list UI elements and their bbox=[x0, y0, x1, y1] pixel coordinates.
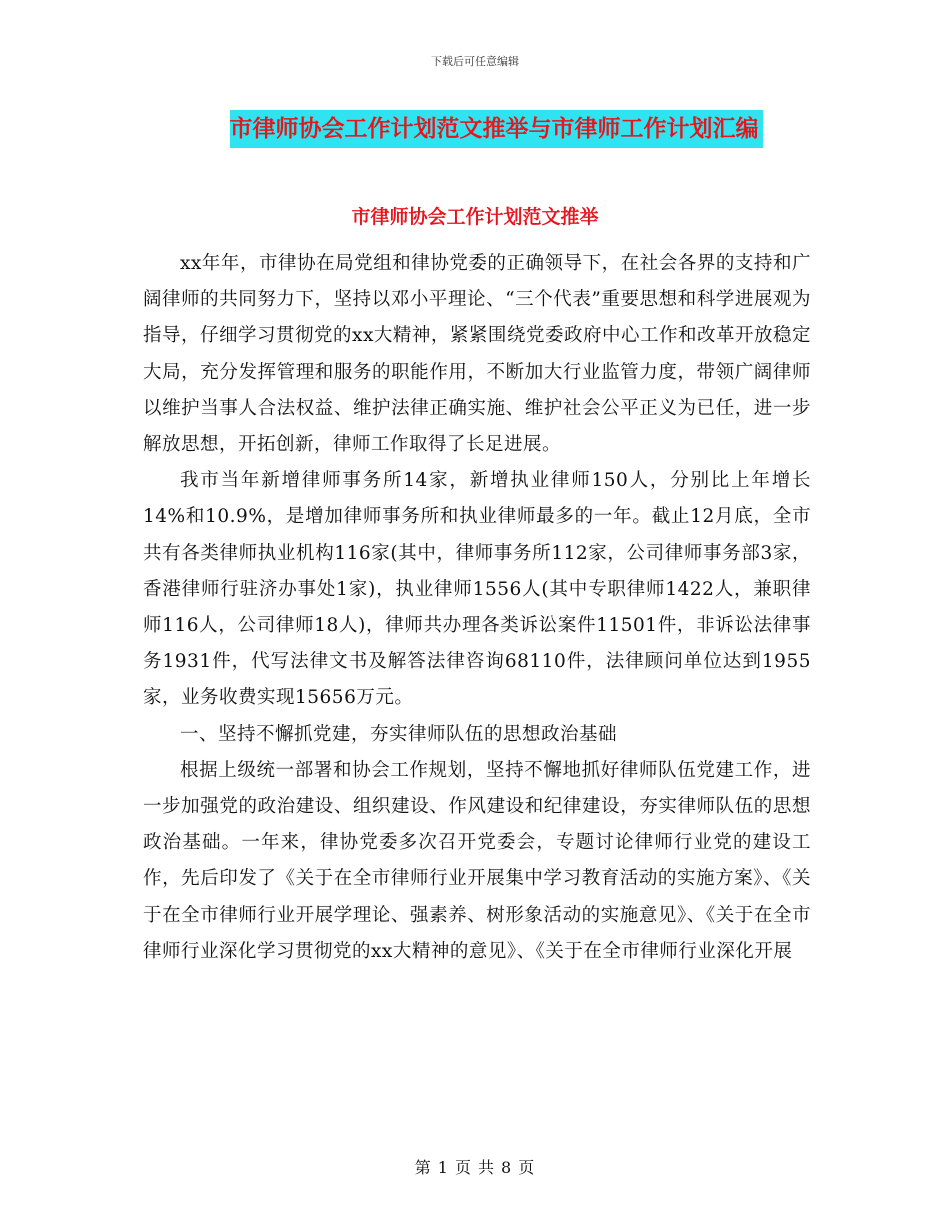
paragraph-party-building: 根据上级统一部署和协会工作规划，坚持不懈地抓好律师队伍党建工作，进一步加强党的政治建设、组织建设、作风建设和纪律建设，夯实律师队伍的思想政治基础。一年来，律协党委多次召开党委会，专题讨论律师行业党的建设工作，先后印发了《关于在全市律师行业开展集中学习教育活动的实施方案》、《关于在全市律师行业开展学理论、强素养、树形象活动的实施意见》、《关于在全市律师行业深化学习贯彻党的xx大精神的意见》、《关于在全市律师行业深化开展 bbox=[143, 759, 811, 962]
body-text bbox=[143, 246, 811, 970]
section-title: 市律师协会工作计划范文推举 bbox=[351, 206, 599, 228]
header-note: 下载后可任意编辑 bbox=[431, 55, 519, 68]
paragraph-heading-party-building: 一、坚持不懈抓党建，夯实律师队伍的思想政治基础 bbox=[180, 723, 618, 745]
footer-total-pages: 8 bbox=[501, 1158, 513, 1177]
footer-label-total: 共 bbox=[478, 1158, 496, 1177]
footer-label-page: 第 bbox=[414, 1158, 432, 1177]
footer-current-page: 1 bbox=[437, 1158, 449, 1177]
main-title: 市律师协会工作计划范文推举与市律师工作计划汇编 bbox=[230, 110, 763, 148]
footer-label-end: 页 bbox=[518, 1158, 536, 1177]
page-footer bbox=[0, 1155, 950, 1178]
main-title-container bbox=[0, 110, 950, 148]
paragraph-statistics: 我市当年新增律师事务所14家，新增执业律师150人，分别比上年增长14%和10.9%，是增加律师事务所和执业律师最多的一年。截止12月底，全市共有各类律师执业机构116家(其中，律师事务所112家，公司律师事务部3家，香港律师行驻济办事处1家)，执业律师1556人(其中专职律师1422人，兼职律师116人，公司律师18人)，律师共办理各类诉讼案件11501件，非诉讼法律事务1931件，代写法律文书及解答法律咨询68110件，法律顾问单位达到1955家，业务收费实现15656万元。 bbox=[143, 470, 811, 709]
footer-label-of: 页 bbox=[454, 1158, 472, 1177]
paragraph-intro: xx年年，市律协在局党组和律协党委的正确领导下，在社会各界的支持和广阔律师的共同努力下，坚持以邓小平理论、“三个代表”重要思想和科学进展观为指导，仔细学习贯彻党的xx大精神，紧紧围绕党委政府中心工作和改革开放稳定大局，充分发挥管理和服务的职能作用，不断加大行业监管力度，带领广阔律师以维护当事人合法权益、维护法律正确实施、维护社会公平正义为已任，进一步解放思想，开拓创新，律师工作取得了长足进展。 bbox=[143, 253, 811, 456]
